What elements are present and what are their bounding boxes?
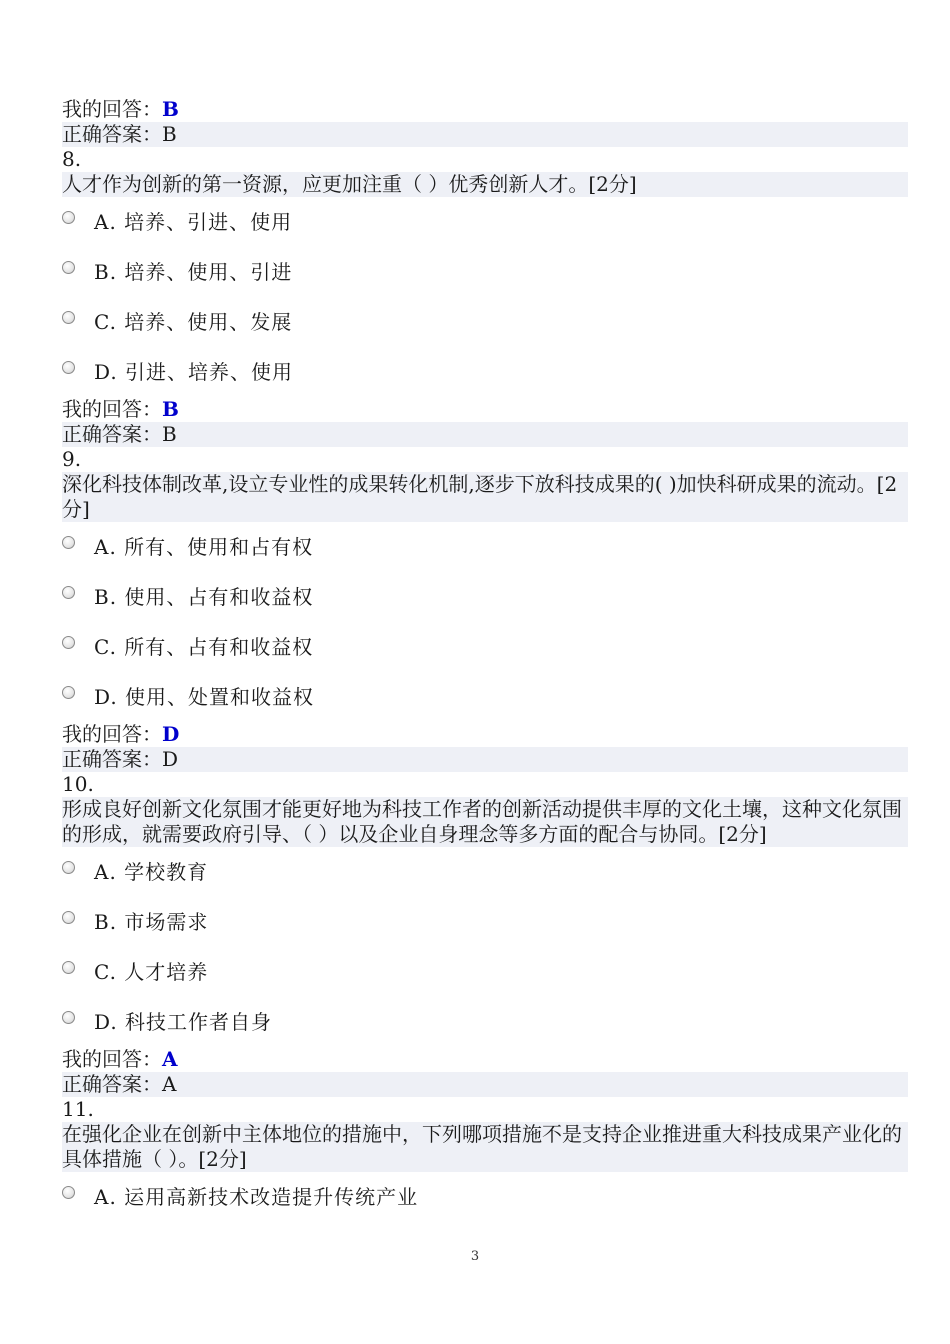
- option-label: A. 培养、引进、使用: [94, 209, 293, 234]
- correct-answer-label: 正确答案：: [62, 747, 162, 771]
- my-answer-row: [62, 97, 908, 122]
- radio-button[interactable]: [62, 311, 75, 324]
- option-a[interactable]: [62, 522, 908, 572]
- my-answer-row: [62, 397, 908, 422]
- radio-button[interactable]: [62, 961, 75, 974]
- option-a[interactable]: [62, 847, 908, 897]
- question-text: 在强化企业在创新中主体地位的措施中，下列哪项措施不是支持企业推进重大科技成果产业化的具体措施（ ）。[2分]: [62, 1122, 908, 1172]
- correct-answer-row: [62, 422, 908, 447]
- question-text: 形成良好创新文化氛围才能更好地为科技工作者的创新活动提供丰厚的文化土壤，这种文化氛围的形成，就需要政府引导、（ ）以及企业自身理念等多方面的配合与协同。[2分]: [62, 797, 908, 847]
- option-b[interactable]: [62, 897, 908, 947]
- option-b[interactable]: [62, 572, 908, 622]
- option-label: C. 培养、使用、发展: [94, 309, 293, 334]
- page-number: 3: [470, 1249, 480, 1264]
- option-label: D. 科技工作者自身: [94, 1009, 273, 1034]
- correct-answer-value: B: [162, 422, 177, 446]
- radio-button[interactable]: [62, 211, 75, 224]
- my-answer-label: 我的回答：: [62, 97, 162, 121]
- option-d[interactable]: [62, 347, 908, 397]
- option-label: B. 使用、占有和收益权: [94, 584, 314, 609]
- radio-button[interactable]: [62, 636, 75, 649]
- my-answer-value: D: [162, 722, 180, 746]
- option-d[interactable]: [62, 672, 908, 722]
- correct-answer-row: [62, 1072, 908, 1097]
- radio-button[interactable]: [62, 911, 75, 924]
- correct-answer-label: 正确答案：: [62, 1072, 162, 1096]
- correct-answer-value: A: [162, 1072, 177, 1096]
- question-number: 11.: [62, 1097, 94, 1121]
- quiz-content: [62, 97, 908, 1222]
- option-label: A. 所有、使用和占有权: [94, 534, 314, 559]
- option-a[interactable]: [62, 197, 908, 247]
- option-c[interactable]: [62, 622, 908, 672]
- radio-button[interactable]: [62, 1011, 75, 1024]
- correct-answer-label: 正确答案：: [62, 122, 162, 146]
- my-answer-row: [62, 722, 908, 747]
- question-number: 8.: [62, 147, 82, 171]
- option-c[interactable]: [62, 297, 908, 347]
- my-answer-value: A: [162, 1047, 178, 1071]
- question-number: 10.: [62, 772, 94, 796]
- option-label: B. 市场需求: [94, 909, 209, 934]
- my-answer-row: [62, 1047, 908, 1072]
- option-label: C. 人才培养: [94, 959, 209, 984]
- my-answer-label: 我的回答：: [62, 397, 162, 421]
- option-a[interactable]: [62, 1172, 908, 1222]
- question-text: 深化科技体制改革,设立专业性的成果转化机制,逐步下放科技成果的( )加快科研成果的流动。[2分]: [62, 472, 908, 522]
- radio-button[interactable]: [62, 361, 75, 374]
- radio-button[interactable]: [62, 686, 75, 699]
- my-answer-value: B: [162, 397, 179, 421]
- my-answer-label: 我的回答：: [62, 1047, 162, 1071]
- question-number: 9.: [62, 447, 82, 471]
- correct-answer-row: [62, 122, 908, 147]
- option-label: A. 运用高新技术改造提升传统产业: [94, 1184, 419, 1209]
- radio-button[interactable]: [62, 536, 75, 549]
- option-d[interactable]: [62, 997, 908, 1047]
- option-label: A. 学校教育: [94, 859, 209, 884]
- radio-button[interactable]: [62, 1186, 75, 1199]
- option-label: C. 所有、占有和收益权: [94, 634, 314, 659]
- my-answer-label: 我的回答：: [62, 722, 162, 746]
- option-label: D. 引进、培养、使用: [94, 359, 294, 384]
- correct-answer-label: 正确答案：: [62, 422, 162, 446]
- question-text: 人才作为创新的第一资源，应更加注重（ ）优秀创新人才。[2分]: [62, 172, 908, 197]
- radio-button[interactable]: [62, 586, 75, 599]
- option-b[interactable]: [62, 247, 908, 297]
- option-label: D. 使用、处置和收益权: [94, 684, 315, 709]
- option-label: B. 培养、使用、引进: [94, 259, 293, 284]
- correct-answer-value: D: [162, 747, 179, 771]
- radio-button[interactable]: [62, 861, 75, 874]
- option-c[interactable]: [62, 947, 908, 997]
- my-answer-value: B: [162, 97, 179, 121]
- correct-answer-row: [62, 747, 908, 772]
- correct-answer-value: B: [162, 122, 177, 146]
- radio-button[interactable]: [62, 261, 75, 274]
